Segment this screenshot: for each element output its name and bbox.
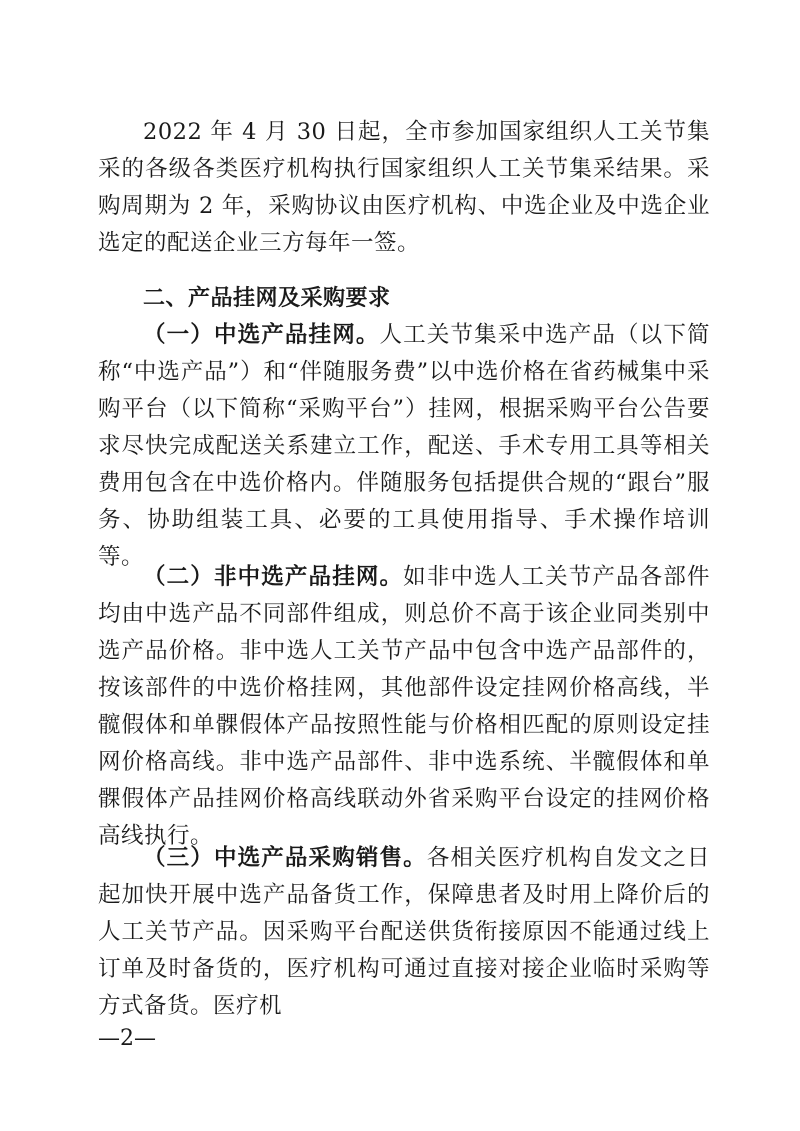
paragraph-body: 人工关节集采中选产品（以下简称“中选产品”）和“伴随服务费”以中选价格在省药械集中采购平台（以下简称“采购平台”）挂网，根据采购平台公告要求尽快完成配送关系建立工作，配送、手术专用工具等相关费用包含在中选价格内。伴随服务包括提供合规的“跟台”服务、协助组装工具、必要的工具使用指导、手术操作培训等。 (98, 322, 710, 570)
paragraph-procurement-sales (98, 840, 710, 1025)
paragraph-lead: （一）中选产品挂网。 (143, 322, 380, 348)
section-heading: 二、产品挂网及采购要求 (143, 286, 391, 311)
paragraph-intro: 2022 年 4 月 30 日起，全市参加国家组织人工关节集采的各级各类医疗机构执行国家组织人工关节集采结果。采购周期为 2 年，采购协议由医疗机构、中选企业及中选企业选定的配送企业三方每年一签。 (98, 119, 710, 256)
paragraph-lead: （三）中选产品采购销售。 (143, 845, 427, 871)
paragraph-body: 各相关医疗机构自发文之日起加快开展中选产品备货工作，保障患者及时用上降价后的人工关节产品。因采购平台配送供货衔接原因不能通过线上订单及时备货的，医疗机构可通过直接对接企业临时采购等方式备货。医疗机 (98, 845, 710, 1019)
page-number: —2— (98, 1026, 156, 1051)
paragraph-non-selected-product-listing (98, 559, 710, 855)
paragraph-body: 如非中选人工关节产品各部件均由中选产品不同部件组成，则总价不高于该企业同类别中选产品价格。非中选人工关节产品中包含中选产品部件的，按该部件的中选价格挂网，其他部件设定挂网价格高线，半髋假体和单髁假体产品按照性能与价格相匹配的原则设定挂网价格高线。非中选产品部件、非中选系统、半髋假体和单髁假体产品挂网价格高线联动外省采购平台设定的挂网价格高线执行。 (98, 564, 710, 849)
paragraph-selected-product-listing (98, 317, 710, 576)
paragraph-lead: （二）非中选产品挂网。 (143, 564, 404, 590)
